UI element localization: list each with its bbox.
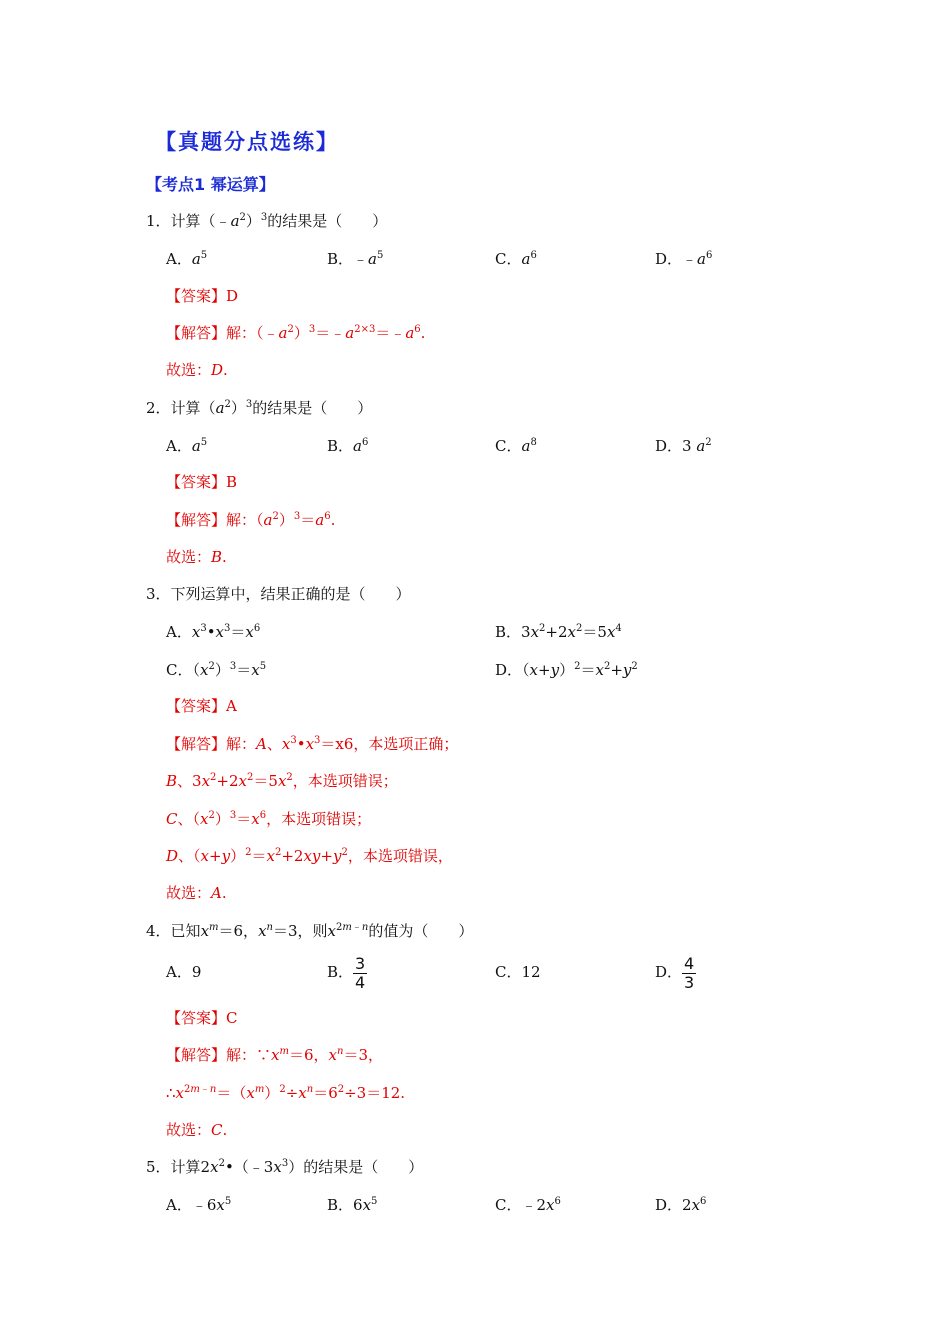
q4-solution-1: 【解答】解：$\because x^m=6$，$x^n=3$， bbox=[166, 1046, 383, 1064]
q5-option-c[interactable]: C．$﹣2x^6$ bbox=[495, 1196, 561, 1214]
q3-solution-d: D、$(x+y)^2=x^2+2xy+y^2$，本选项错误， bbox=[166, 847, 453, 865]
question-5: 5．计算$2x^2•(﹣3x^3)$的结果是（ ） bbox=[146, 1158, 424, 1176]
question-1: 1．计算$(﹣a^2)^3$的结果是（ ） bbox=[146, 212, 388, 230]
q5-option-b[interactable]: B．$6x^5$ bbox=[327, 1196, 378, 1214]
q1-choose: 故选：D. bbox=[166, 361, 228, 379]
q3-solution-c: C、$(x^2)^3=x^6$，本选项错误； bbox=[166, 810, 372, 828]
question-4: 4．已知$x^m=6$，$x^n=3$，则$x^{2m﹣n}$的值为（ ） bbox=[146, 922, 474, 940]
q4-option-d[interactable]: D． $\frac{4}{3}$ bbox=[655, 953, 695, 992]
q4-fraction-b: $\frac{3}{4}$ bbox=[355, 953, 366, 992]
q1-option-a[interactable]: A．$a^5$ bbox=[166, 250, 208, 268]
q4-option-c[interactable]: C．12 bbox=[495, 963, 541, 981]
q4-solution-2: $\therefore x^{2m﹣n}=(x^m)^2\div x^n=6^2\div 3=12$. bbox=[166, 1084, 406, 1102]
q1-answer: 【答案】D bbox=[166, 287, 239, 305]
q1-option-c[interactable]: C．$a^6$ bbox=[495, 250, 537, 268]
q2-choose: 故选：B. bbox=[166, 548, 227, 566]
q3-solution-a: 【解答】解：A、$x^3•x^3=x6$，本选项正确； bbox=[166, 735, 459, 753]
q2-option-a[interactable]: A．$a^5$ bbox=[166, 437, 208, 455]
q4-option-a[interactable]: A．9 bbox=[166, 963, 202, 981]
q4-option-b[interactable]: B． $\frac{3}{4}$ bbox=[327, 953, 366, 992]
q1-option-d[interactable]: D．$﹣a^6$ bbox=[655, 250, 713, 268]
q1-solution: 【解答】解：$(﹣a^2)^3=﹣a^{2\times 3}=﹣a^6$. bbox=[166, 324, 426, 342]
question-2: 2．计算$(a^2)^3$的结果是（ ） bbox=[146, 399, 373, 417]
q2-solution: 【解答】解：$(a^2)^3=a^6$. bbox=[166, 511, 336, 529]
q1-option-b[interactable]: B．$﹣a^5$ bbox=[327, 250, 384, 268]
q2-answer: 【答案】B bbox=[166, 473, 238, 491]
q4-choose: 故选：C. bbox=[166, 1121, 228, 1139]
q2-option-b[interactable]: B．$a^6$ bbox=[327, 437, 369, 455]
q3-answer: 【答案】A bbox=[166, 697, 237, 715]
q3-option-a[interactable]: A．$x^3•x^3=x^6$ bbox=[166, 623, 261, 641]
q3-option-d[interactable]: D．$(x+y)^2=x^2+y^2$ bbox=[495, 661, 638, 679]
q3-option-b[interactable]: B．$3x^2+2x^2=5x^4$ bbox=[495, 623, 622, 641]
section-heading: 【考点1 幂运算】 bbox=[146, 175, 275, 194]
q5-option-d[interactable]: D．$2x^6$ bbox=[655, 1196, 707, 1214]
q3-choose: 故选：A. bbox=[166, 884, 227, 902]
q3-solution-b: B、$3x^2+2x^2=5x^2$，本选项错误； bbox=[166, 772, 398, 790]
page-title: 【真题分点选练】 bbox=[155, 130, 339, 154]
q3-option-c[interactable]: C．$(x^2)^3=x^5$ bbox=[166, 661, 267, 679]
q4-fraction-d: $\frac{4}{3}$ bbox=[684, 953, 695, 992]
q4-answer: 【答案】C bbox=[166, 1009, 238, 1027]
q2-option-d[interactable]: D．3 $a^2$ bbox=[655, 437, 712, 455]
q5-option-a[interactable]: A．$﹣6x^5$ bbox=[166, 1196, 232, 1214]
question-3: 3．下列运算中，结果正确的是（ ） bbox=[146, 585, 411, 603]
q2-option-c[interactable]: C．$a^8$ bbox=[495, 437, 537, 455]
